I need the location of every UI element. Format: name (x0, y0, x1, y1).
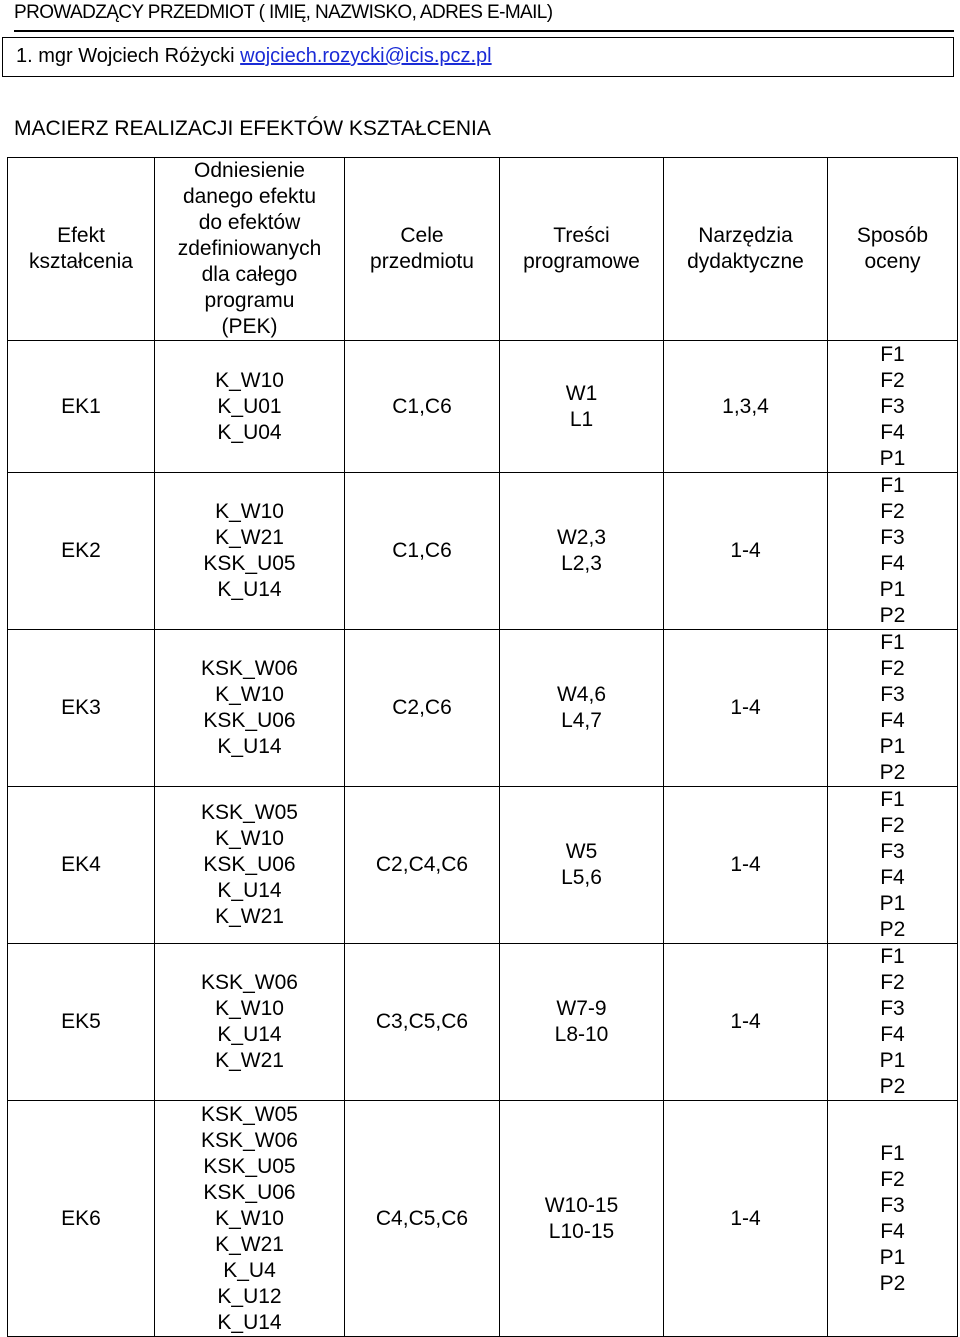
header-line: (PEK) (221, 315, 278, 338)
ocena-code: F3 (880, 1193, 905, 1217)
pek-code: K_W10 (215, 997, 284, 1020)
ocena-code: F2 (880, 657, 905, 680)
ocena-code: F4 (880, 866, 905, 889)
pek-cell (155, 1101, 345, 1337)
pek-code: K_U4 (223, 1258, 276, 1282)
ocena-code: P1 (879, 735, 906, 758)
col-header-cele (345, 158, 500, 341)
pek-code: K_W10 (215, 368, 284, 392)
cele-cell: C3,C5,C6 (345, 944, 500, 1101)
cele-cell: C1,C6 (345, 341, 500, 473)
ocena-code: F1 (880, 1141, 905, 1165)
tresci-code: W10-15 (544, 1193, 619, 1217)
table-row (8, 787, 958, 944)
header-line: zdefiniowanych (177, 237, 322, 260)
ocena-code: P2 (879, 918, 906, 941)
header-line: Narzędzia (698, 224, 793, 247)
ocena-cell (828, 341, 958, 473)
teacher-entry (2, 37, 954, 77)
cele-cell: C4,C5,C6 (345, 1101, 500, 1337)
pek-code: K_U14 (217, 1310, 282, 1334)
ocena-code: F3 (880, 997, 905, 1020)
ocena-code: F2 (880, 500, 905, 523)
table-row (8, 630, 958, 787)
table-row (8, 1101, 958, 1337)
tresci-code: W4,6 (556, 683, 606, 706)
ocena-code: F1 (880, 788, 905, 811)
ocena-code: F2 (880, 1167, 905, 1191)
tresci-code: L1 (569, 407, 594, 431)
effect-code-cell: EK1 (8, 341, 155, 473)
ocena-code: F4 (880, 420, 905, 444)
tresci-code: L8-10 (554, 1023, 609, 1046)
ocena-code: F4 (880, 1023, 905, 1046)
teacher-section-heading: PROWADZĄCY PRZEDMIOT ( IMIĘ, NAZWISKO, ADRES E-MAIL) (14, 2, 954, 32)
ocena-code: P2 (879, 1075, 906, 1098)
pek-cell (155, 787, 345, 944)
ocena-code: P1 (879, 1245, 906, 1269)
effects-matrix-table (7, 157, 958, 1337)
effect-code-cell: EK2 (8, 473, 155, 630)
matrix-title: MACIERZ REALIZACJI EFEKTÓW KSZTAŁCENIA (14, 117, 491, 140)
narzedzia-cell: 1-4 (664, 1101, 828, 1337)
tresci-code: L10-15 (548, 1219, 615, 1243)
ocena-cell (828, 944, 958, 1101)
ocena-code: P2 (879, 1271, 906, 1295)
ocena-code: P1 (879, 1049, 906, 1072)
ocena-code: F4 (880, 552, 905, 575)
table-row (8, 473, 958, 630)
tresci-cell (500, 787, 664, 944)
header-line: Sposób (856, 224, 929, 247)
ocena-code: P2 (879, 761, 906, 784)
pek-code: KSK_W05 (201, 1102, 298, 1126)
header-line: kształcenia (29, 250, 133, 273)
header-row (8, 158, 958, 341)
tresci-code: W7-9 (556, 997, 607, 1020)
ocena-code: F1 (880, 945, 905, 968)
col-header-ocena (828, 158, 958, 341)
ocena-cell (828, 630, 958, 787)
cele-cell: C2,C4,C6 (345, 787, 500, 944)
ocena-code: F2 (880, 814, 905, 837)
pek-code: K_U14 (217, 735, 282, 758)
pek-code: KSK_U06 (203, 709, 296, 732)
ocena-code: F3 (880, 394, 905, 418)
header-line: danego efektu (182, 185, 317, 208)
tresci-cell (500, 473, 664, 630)
ocena-code: P1 (879, 892, 906, 915)
ocena-code: F3 (880, 840, 905, 863)
cele-cell: C1,C6 (345, 473, 500, 630)
narzedzia-cell: 1-4 (664, 787, 828, 944)
header-line: programowe (523, 250, 640, 273)
ocena-code: F2 (880, 368, 905, 392)
tresci-code: L4,7 (561, 709, 602, 732)
tresci-code: W1 (565, 381, 598, 405)
effect-code-cell: EK3 (8, 630, 155, 787)
pek-cell (155, 630, 345, 787)
ocena-code: F4 (880, 1219, 905, 1243)
header-line: przedmiotu (370, 250, 474, 273)
pek-code: K_W21 (215, 1232, 284, 1256)
header-line: dydaktyczne (687, 250, 804, 273)
narzedzia-cell: 1-4 (664, 473, 828, 630)
col-header-efekt (8, 158, 155, 341)
ocena-code: F3 (880, 683, 905, 706)
pek-code: KSK_W06 (201, 657, 298, 680)
tresci-code: W2,3 (556, 526, 606, 549)
pek-code: KSK_W05 (201, 801, 298, 824)
tresci-cell (500, 630, 664, 787)
header-line: dla całego (201, 263, 298, 286)
ocena-code: P1 (879, 578, 906, 601)
pek-cell (155, 473, 345, 630)
header-line: Cele (400, 224, 444, 247)
pek-code: K_U01 (217, 394, 282, 418)
header-line: oceny (864, 250, 921, 273)
effect-code-cell: EK6 (8, 1101, 155, 1337)
tresci-cell (500, 1101, 664, 1337)
narzedzia-cell: 1,3,4 (664, 341, 828, 473)
col-header-narzedzia (664, 158, 828, 341)
pek-code: K_W10 (215, 827, 284, 850)
ocena-code: F4 (880, 709, 905, 732)
tresci-code: L2,3 (561, 552, 602, 575)
table-row (8, 944, 958, 1101)
pek-code: KSK_U06 (203, 853, 296, 876)
ocena-code: F1 (880, 631, 905, 654)
header-line: do efektów (198, 211, 301, 234)
col-header-tresci (500, 158, 664, 341)
pek-code: K_U14 (217, 1023, 282, 1046)
ocena-code: P1 (879, 446, 906, 470)
pek-cell (155, 341, 345, 473)
narzedzia-cell: 1-4 (664, 630, 828, 787)
header-line: Odniesienie (194, 159, 305, 182)
ocena-code: F3 (880, 526, 905, 549)
ocena-code: F1 (880, 474, 905, 497)
pek-code: K_W21 (215, 526, 284, 549)
header-line: programu (204, 289, 295, 312)
col-header-pek (155, 158, 345, 341)
tresci-code: L5,6 (561, 866, 602, 889)
header-line: Treści (553, 224, 610, 247)
pek-code: K_U14 (217, 578, 282, 601)
tresci-code: W5 (565, 840, 598, 863)
tresci-cell (500, 341, 664, 473)
teacher-name: 1. mgr Wojciech Różycki (16, 45, 241, 67)
pek-code: KSK_U05 (203, 552, 296, 575)
pek-code: KSK_U05 (203, 1154, 296, 1178)
ocena-cell (828, 1101, 958, 1337)
ocena-cell (828, 787, 958, 944)
pek-code: K_U04 (217, 420, 282, 444)
pek-code: K_U12 (217, 1284, 282, 1308)
effect-code-cell: EK4 (8, 787, 155, 944)
pek-code: KSK_W06 (201, 1128, 298, 1152)
pek-cell (155, 944, 345, 1101)
pek-code: K_U14 (217, 879, 282, 902)
ocena-cell (828, 473, 958, 630)
header-line: Efekt (57, 224, 105, 247)
cele-cell: C2,C6 (345, 630, 500, 787)
teacher-email-link[interactable]: wojciech.rozycki@icis.pcz.pl (240, 45, 492, 67)
ocena-code: F2 (880, 971, 905, 994)
pek-code: K_W10 (215, 500, 284, 523)
ocena-code: F1 (880, 342, 905, 366)
table-row (8, 341, 958, 473)
pek-code: KSK_U06 (203, 1180, 296, 1204)
pek-code: K_W10 (215, 683, 284, 706)
pek-code: KSK_W06 (201, 971, 298, 994)
pek-code: K_W21 (215, 905, 284, 928)
ocena-code: P2 (879, 604, 906, 627)
tresci-cell (500, 944, 664, 1101)
pek-code: K_W21 (215, 1049, 284, 1072)
narzedzia-cell: 1-4 (664, 944, 828, 1101)
pek-code: K_W10 (215, 1206, 284, 1230)
effect-code-cell: EK5 (8, 944, 155, 1101)
